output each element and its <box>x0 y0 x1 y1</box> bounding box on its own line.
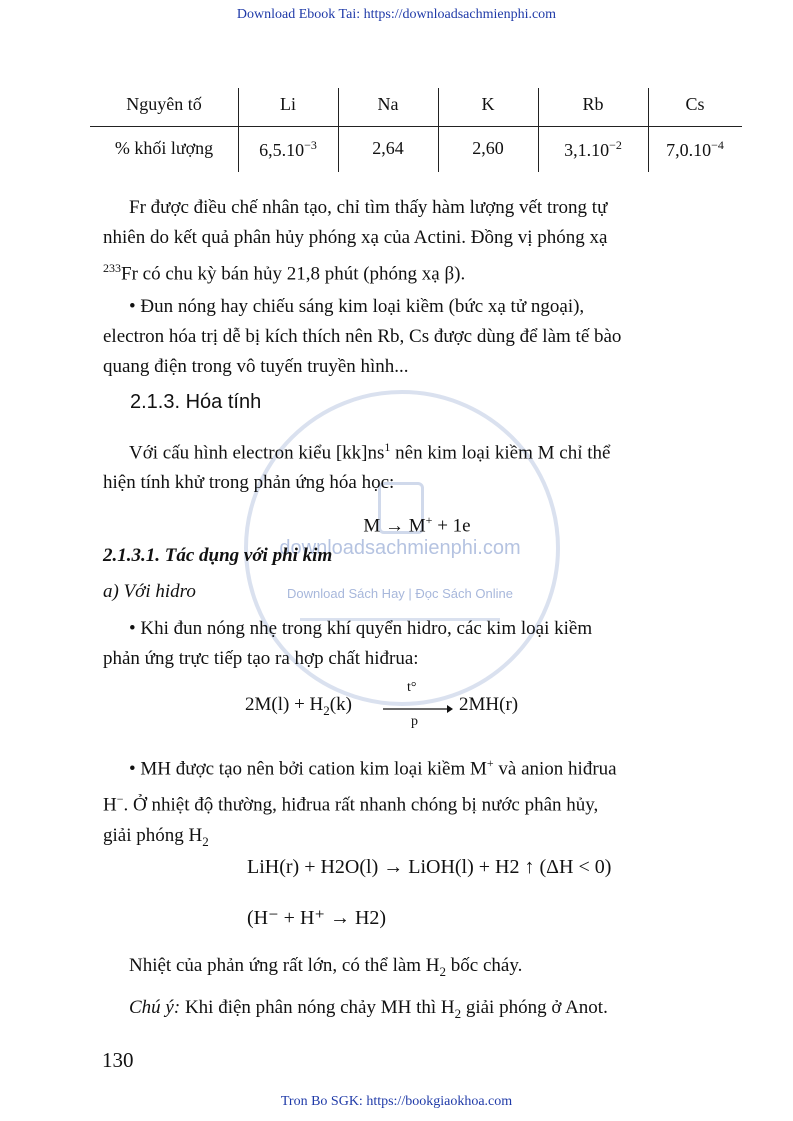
paragraph-note: Chú ý: Khi điện phân nóng chảy MH thì $H_2$ giải phóng ở Anot. <box>129 997 608 1021</box>
watermark-site: downloadsachmienphi.com <box>279 537 521 559</box>
section-title: 2.1.3. Hóa tính <box>130 391 262 413</box>
paragraph-hydride-properties: • MH được tạo nên bởi cation kim loại kiềm M+ và anion hiđrua H−. Ở nhiệt độ thường, hiđrua rất nhanh chóng bị nước phân hủy, giải phóng $H_2$ <box>103 756 617 849</box>
reaction-arrow-icon <box>383 704 453 714</box>
table-header-cs: Cs <box>685 94 705 114</box>
table-header-na: Na <box>377 94 399 114</box>
table-cell-rb: $3,1.10^{-2}$ <box>564 138 622 160</box>
footer-link[interactable]: Tron Bo SGK: https://bookgiaokhoa.com <box>280 1094 513 1109</box>
subsubsection-title: a) Với hidro <box>103 581 196 602</box>
header-link[interactable]: Download Ebook Tai: https://downloadsachmienphi.com <box>236 7 557 22</box>
subsection-title: 2.1.3.1. Tác dụng với phi kim <box>103 545 333 566</box>
page-number: 130 <box>102 1048 134 1072</box>
table-header-element: Nguyên tố <box>126 94 202 114</box>
paragraph-hydride-formation: • Khi đun nóng nhẹ trong khí quyển hidro, các kim loại kiềm phản ứng trực tiếp tạo ra hợp chất hiđrua: <box>103 618 593 669</box>
equation-hydrolysis: LiH(r) + H2O(l) → LiOH(l) + H2 ↑ (ΔH < 0) <box>247 856 612 878</box>
table-cell-cs: $7,0.10^{-4}$ <box>666 138 724 160</box>
equation-oxidation: M → M+ + 1e <box>363 513 471 537</box>
table-cell-k: 2,60 <box>472 138 504 158</box>
table-cell-na: 2,64 <box>372 138 404 158</box>
equation-ionic: (H⁻ + H⁺ → H2) <box>247 907 387 929</box>
table-header-rb: Rb <box>582 94 604 114</box>
table-row-label: % khối lượng <box>114 138 214 158</box>
equation-hydride: $2M(l) + H_2(k)$ t° p 2MH(r) <box>245 680 519 729</box>
paragraph-francium: Fr được điều chế nhân tạo, chỉ tìm thấy hàm lượng vết trong tự nhiên do kết quả phân hủy phóng xạ của Actini. Đồng vị phóng xạ $^{233}$Fr có chu kỳ bán hủy 21,8 phút (phóng xạ β). <box>103 197 608 285</box>
watermark-tagline: Download Sách Hay | Đọc Sách Online <box>287 586 513 601</box>
table-cell-li: $6,5.10^{-3}$ <box>259 138 317 160</box>
table-header-k: K <box>481 94 495 114</box>
paragraph-photoelectric: • Đun nóng hay chiếu sáng kim loại kiềm (bức xạ tử ngoại), electron hóa trị dễ bị kích thích nên Rb, Cs được dùng để làm tế bào quang điện trong vô tuyến truyền hình... <box>103 296 622 377</box>
table-header-li: Li <box>280 94 296 114</box>
element-abundance-table <box>90 88 742 172</box>
paragraph-electron-config: Với cấu hình electron kiểu $[kk]ns^1$ nên kim loại kiềm M chỉ thể hiện tính khử trong phản ứng hóa học: <box>103 440 611 494</box>
paragraph-heat: Nhiệt của phản ứng rất lớn, có thể làm $H_2$ bốc cháy. <box>129 955 523 979</box>
